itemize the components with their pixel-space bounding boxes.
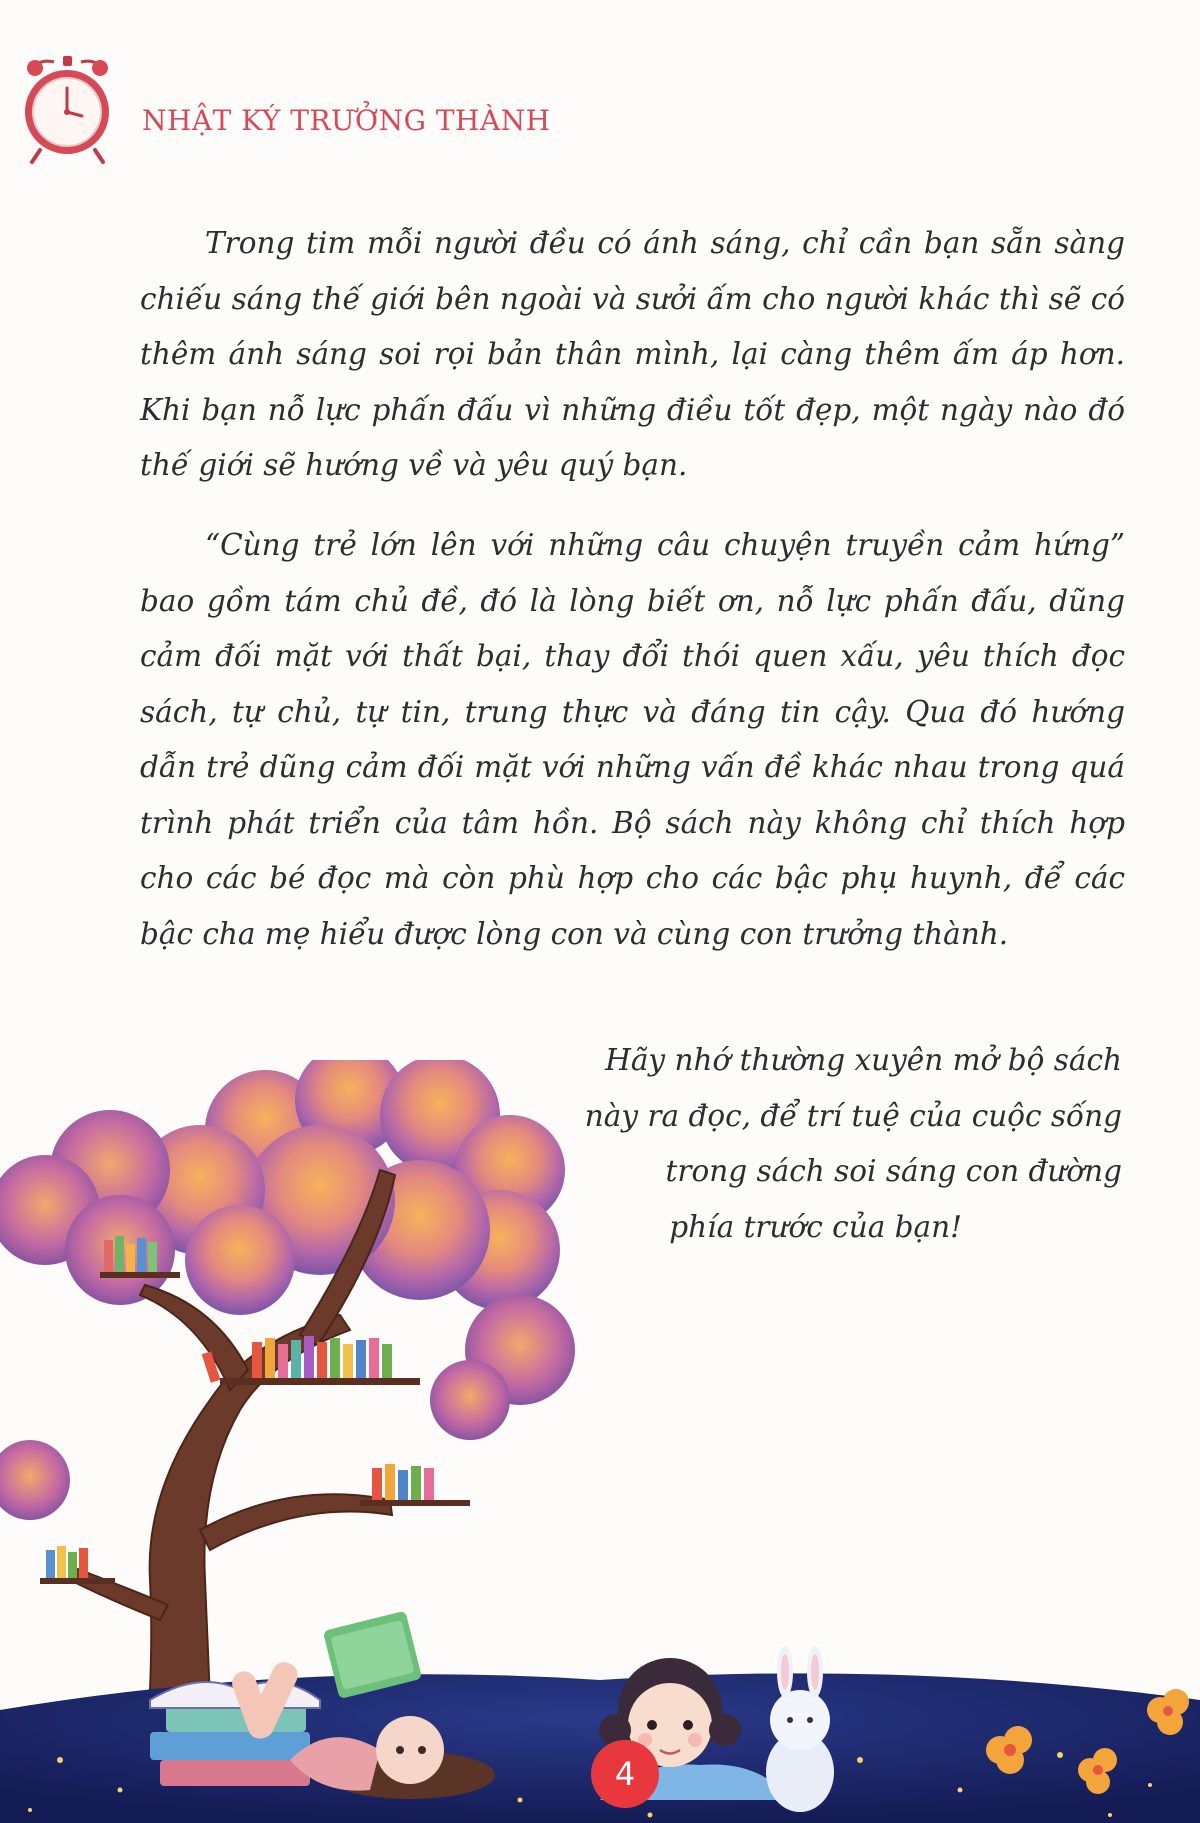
series-description-paragraph: “Cùng trẻ lớn lên với những câu chuyện truyền cảm hứng” bao gồm tám chủ đề, đó là lòng biết ơn, nỗ lực phấn đấu, dũng cảm đối mặt với thất bại, thay đổi thói quen xấu, yêu thích đọc sách, tự chủ, tự tin, trung thực và đáng tin cậy. Qua đó hướng dẫn trẻ dũng cảm đối mặt với những vấn đề khác nhau trong quá trình phát triển của tâm hồn. Bộ sách này không chỉ thích hợp cho các bé đọc mà còn phù hợp cho các bậc phụ huynh, để các bậc cha mẹ hiểu được lòng con và cùng con trưởng thành. bbox=[140, 528, 1125, 951]
closing-line: phía trước của bạn! bbox=[669, 1209, 962, 1244]
closing-line: này ra đọc, để trí tuệ của cuộc sống bbox=[584, 1098, 1122, 1133]
series-title: NHẬT KÝ TRƯỞNG THÀNH bbox=[142, 104, 551, 137]
closing-line: trong sách soi sáng con đường bbox=[665, 1154, 1122, 1188]
closing-line: Hãy nhớ thường xuyên mở bộ sách bbox=[605, 1043, 1122, 1077]
bunny-toy bbox=[766, 1646, 834, 1812]
page-number-badge: 4 bbox=[591, 1740, 659, 1808]
book-tree-illustration bbox=[0, 1060, 1200, 1823]
alarm-clock-icon bbox=[10, 42, 125, 167]
intro-paragraph: Trong tim mỗi người đều có ánh sáng, chỉ cần bạn sẵn sàng chiếu sáng thế giới bên ngoài và sưởi ấm cho người khác thì sẽ có thêm ánh sáng soi rọi bản thân mình, lại càng thêm ấm áp hơn. Khi bạn nỗ lực phấn đấu vì những điều tốt đẹp, một ngày nào đó thế giới sẽ hướng về và yêu quý bạn. bbox=[140, 226, 1125, 482]
book-stack bbox=[150, 1682, 320, 1786]
tree-foliage bbox=[0, 1060, 575, 1520]
